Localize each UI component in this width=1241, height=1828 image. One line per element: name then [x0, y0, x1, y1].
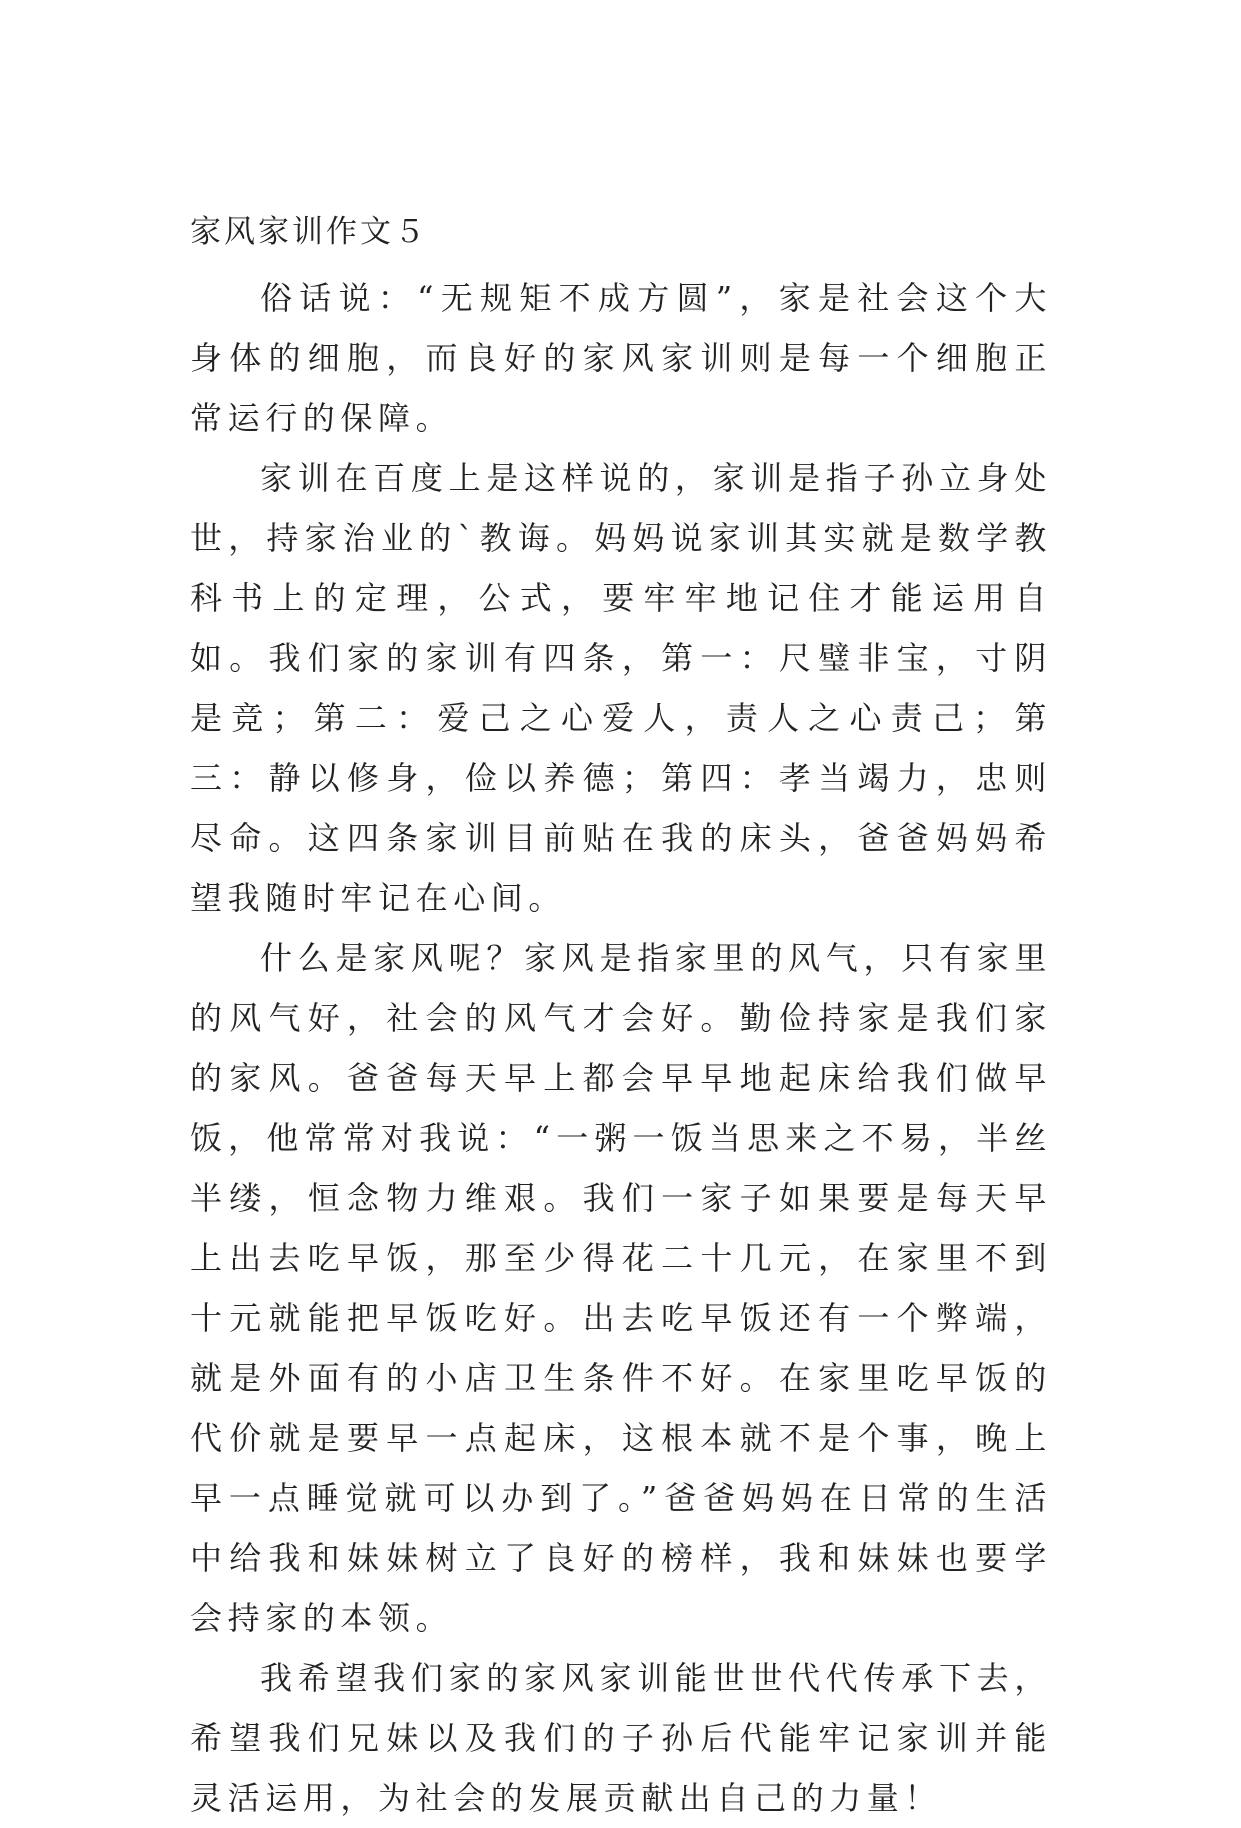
paragraph-2: 家训在百度上是这样说的，家训是指子孙立身处世，持家治业的`教诲。妈妈说家训其实就是数学教科书上的定理，公式，要牢牢地记住才能运用自如。我们家的家训有四条，第一：尺璧非宝，寸阴是竞；第二：爱己之心爱人，责人之心责己；第三：静以修身，俭以养德；第四：孝当竭力，忠则尽命。这四条家训目前贴在我的床头，爸爸妈妈希望我随时牢记在心间。	[190, 459, 1052, 917]
paragraph-3: 什么是家风呢？家风是指家里的风气，只有家里的风气好，社会的风气才会好。勤俭持家是我们家的家风。爸爸每天早上都会早早地起床给我们做早饭，他常常对我说：“一粥一饭当思来之不易，半丝半缕，恒念物力维艰。我们一家子如果要是每天早上出去吃早饭，那至少得花二十几元，在家里不到十元就能把早饭吃好。出去吃早饭还有一个弊端，就是外面有的小店卫生条件不好。在家里吃早饭的代价就是要早一点起床，这根本就不是个事，晚上早一点睡觉就可以办到了。”爸爸妈妈在日常的生活中给我和妹妹树立了良好的榜样，我和妹妹也要学会持家的本领。	[190, 939, 1052, 1637]
paragraph-1: 俗话说：“无规矩不成方圆”，家是社会这个大身体的细胞，而良好的家风家训则是每一个细胞正常运行的保障。	[190, 279, 1052, 437]
document-body	[190, 212, 1052, 1828]
paragraph-4: 我希望我们家的家风家训能世世代代传承下去，希望我们兄妹以及我们的子孙后代能牢记家训并能灵活运用，为社会的发展贡献出自己的力量！	[190, 1659, 1052, 1817]
document-title: 家风家训作文５	[190, 214, 428, 250]
